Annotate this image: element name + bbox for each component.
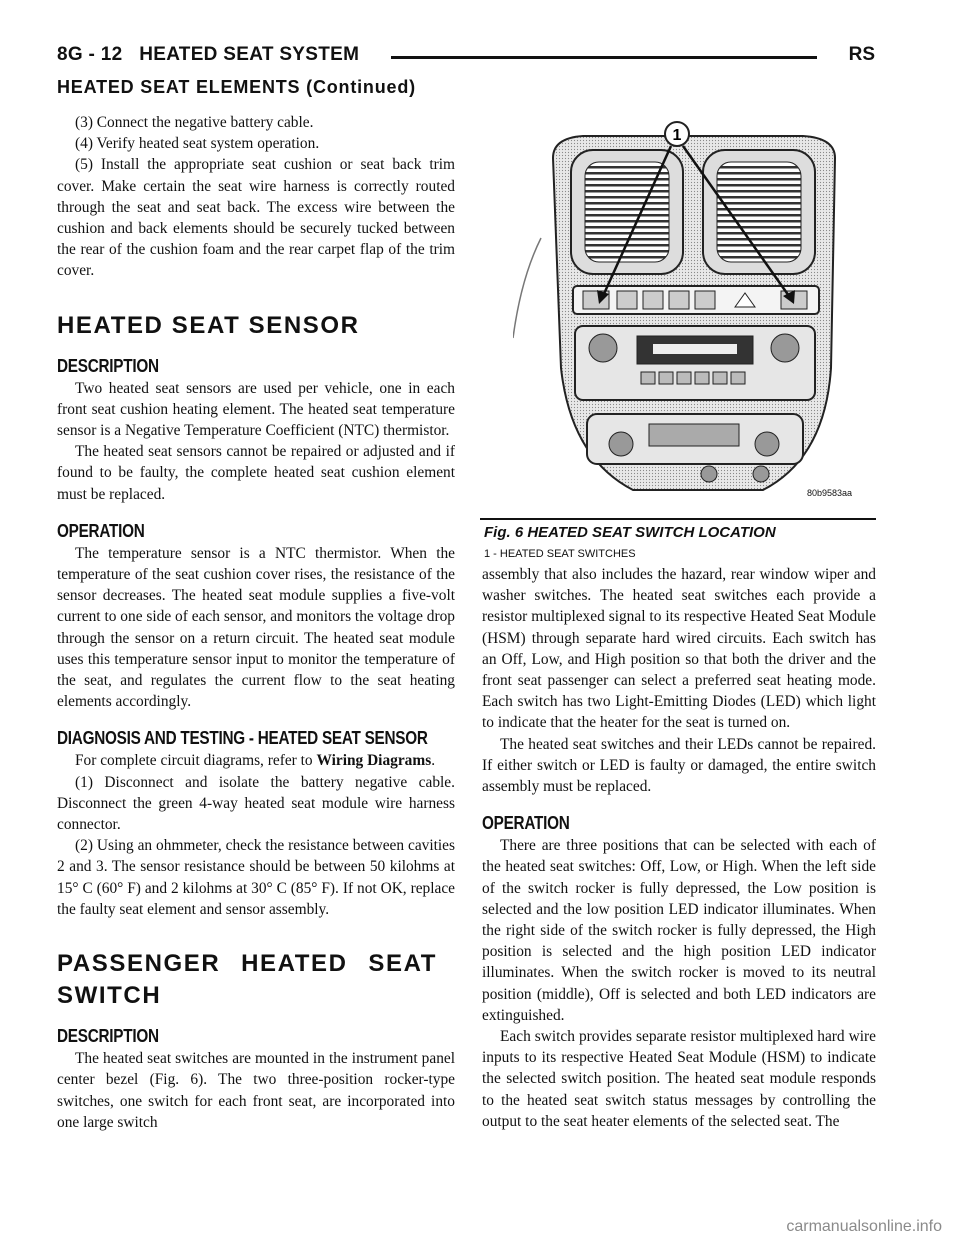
right-column (482, 564, 876, 1132)
heading-passenger-heated-seat-switch: PASSENGER HEATED SEAT SWITCH (57, 950, 437, 1010)
sensor-operation-p1: The temperature sensor is a NTC thermistor. When the temperature of the seat cushion cover rises, the resistance of the sensor decreases. The heated seat module supplies a five-volt current to one side of each sensor, and monitors the voltage drop through the sensor on a return circuit. The heated seat module uses this temperature sensor input to monitor the temperature of the seat, and regulates the current flow to the seat heating elements accordingly. (57, 544, 455, 711)
step-4: (4) Verify heated seat system operation. (75, 135, 320, 153)
diagnosis-step-2: (2) Using an ohmmeter, check the resistance between cavities 2 and 3. The sensor resistance should be between 50 kilohms at 15° C (60° F) and 2 kilohms at 30° C (85° F). If not OK, replace the faulty seat element and sensor assembly. (57, 837, 455, 918)
page-header (57, 44, 875, 74)
heading-diagnosis-testing: DIAGNOSIS AND TESTING - HEATED SEAT SENSOR (57, 728, 428, 749)
callout-number: 1 (672, 127, 682, 144)
sensor-description-p2: The heated seat sensors cannot be repaired or adjusted and if found to be faulty, the complete heated seat cushion element must be replaced. (57, 443, 455, 503)
switch-operation-p1: There are three positions that can be selected with each of the heated seat switches: Off, Low, or High. When the left side of the switch rocker is fully depressed, the Low position is selected and the low position LED indicator illuminates. When the right side of the switch rocker is fully depressed, the High position is selected and the high position LED indicator illuminates. When the switch rocker is moved to its neutral position (middle), Off is selected and both LED indicators are extinguished. (482, 837, 876, 1024)
heading-description-switch: DESCRIPTION (57, 1026, 159, 1047)
heading-heated-seat-sensor: HEATED SEAT SENSOR (57, 311, 360, 339)
switch-description-continued: assembly that also includes the hazard, rear window wiper and washer switches. The heated seat switches each provide a resistor multiplexed signal to its respective Heated Seat Module (HSM) through separate hard wired circuits. Each switch has an Off, Low, and High position so that both the driver and the front seat passenger can select a preferred seat heating mode. Each switch has two Light-Emitting Diodes (LED) which light to indicate that the heater for the seat is turned on. (482, 566, 876, 732)
model-code: RS (848, 44, 875, 65)
switch-description-p2: The heated seat switches and their LEDs cannot be repaired. If either switch or LED is faulty or damaged, the entire switch assembly must be replaced. (482, 735, 876, 796)
heading-description-sensor: DESCRIPTION (57, 355, 159, 376)
switch-description-p1: The heated seat switches are mounted in the instrument panel center bezel (Fig. 6). The two three-position rocker-type switches, one switch for each front seat, are incorporated into one large switch (57, 1050, 455, 1131)
watermark: carmanualsonline.info (786, 1218, 942, 1235)
wiring-diagrams-reference: Wiring Diagrams (316, 752, 432, 770)
sensor-description-p1: Two heated seat sensors are used per vehicle, one in each front seat cushion heating element. The heated seat temperature sensor is a Negative Temperature Coefficient (NTC) thermistor. (57, 379, 455, 440)
heading-operation-sensor: OPERATION (57, 520, 145, 541)
page-number-title: 8G - 12 HEATED SEAT SYSTEM (57, 44, 360, 65)
left-column (57, 112, 455, 1133)
switch-operation-p2: Each switch provides separate resistor multiplexed hard wire inputs to its respective Heated Seat Module (HSM) to indicate the selected switch position. The heated seat module responds to the heated seat switch status messages by controlling the output to the seat heater elements of the selected seat. The (482, 1028, 876, 1130)
heading-operation-switch: OPERATION (482, 813, 570, 834)
figure-caption: Fig. 6 HEATED SEAT SWITCH LOCATION (484, 524, 776, 541)
dashboard-center-bezel-illustration (513, 118, 875, 504)
diagnosis-step-1: (1) Disconnect and isolate the battery negative cable. Disconnect the green 4-way heated seat module wire harness connector. (57, 773, 455, 834)
figure-code: 80b9583aa (807, 488, 853, 498)
figure-legend: 1 - HEATED SEAT SWITCHES (484, 548, 636, 560)
step-5: (5) Install the appropriate seat cushion or seat back trim cover. Make certain the seat wire harness is correctly routed through the seat and seat back. The excess wire between the cushion and back elements should be securely tucked between the rear of the cushion foam and the rear carpet flap of the trim cover. (57, 156, 455, 280)
step-3: (3) Connect the negative battery cable. (75, 114, 314, 131)
figure-rule (480, 518, 876, 520)
header-rule (391, 56, 817, 59)
diagnosis-reference: For complete circuit diagrams, refer to Wiring Diagrams. (75, 752, 436, 770)
section-continued-heading: HEATED SEAT ELEMENTS (Continued) (57, 77, 416, 97)
figure-heated-seat-switch-location (513, 118, 875, 504)
